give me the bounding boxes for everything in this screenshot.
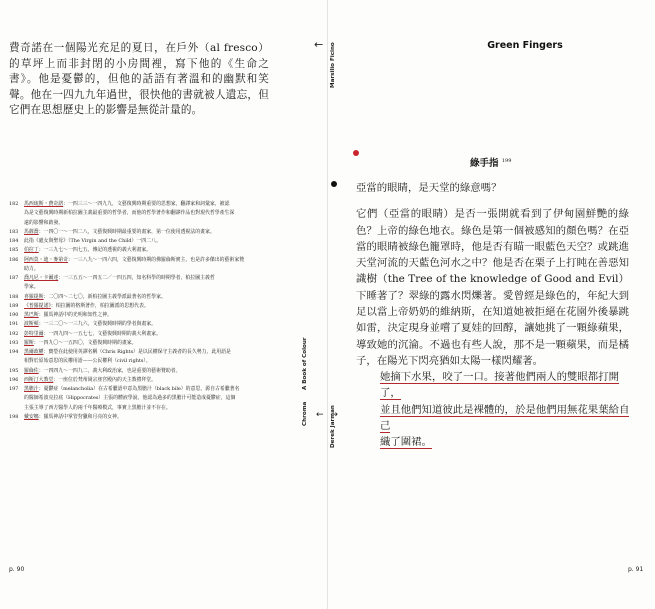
- chapter-note: 199: [501, 157, 512, 164]
- footnote-row: [9, 367, 271, 376]
- footnote-text: ：一四三三～一四九九，文藝復興時期重要的思想家，翻譯家和詞彙家，被認: [63, 201, 230, 207]
- footnote-term: 《普羅提諾》: [24, 302, 51, 309]
- running-head: Green Fingers: [487, 40, 563, 51]
- genesis-quote: [380, 369, 632, 450]
- red-dot-icon: [353, 150, 359, 156]
- footnote-body: [24, 320, 271, 329]
- footnote-body: [24, 228, 271, 237]
- back-arrow-icon[interactable]: ←: [314, 38, 324, 51]
- footnote-body: [24, 357, 271, 366]
- footnote-text: ：羅馬神話中掌管狩獵和月亮的女神。: [38, 413, 122, 420]
- footnote-text: ：柏拉圖的格斯著作，柏拉圖派的思想代表。: [50, 302, 149, 309]
- footnote-body: [24, 330, 271, 339]
- footnote-body: [24, 302, 271, 311]
- footnote-term: 黑爾政權: [24, 349, 44, 355]
- footnote-number: 182: [9, 201, 19, 207]
- footnote-body: [24, 237, 271, 246]
- footnote-number: 190: [9, 312, 19, 318]
- footnote-number: 193: [9, 339, 19, 346]
- footnote-number: 192: [9, 330, 19, 337]
- footnote-body: [24, 404, 271, 413]
- footnote-body: [24, 246, 271, 255]
- footnote-number: [9, 357, 24, 366]
- footnote-row: [9, 246, 271, 255]
- footnote-body: [24, 219, 271, 228]
- spine-title: Chroma: [302, 401, 308, 426]
- footnote-number: 184: [9, 238, 19, 244]
- footnote-body: [24, 376, 271, 385]
- left-page-number: p. 90: [9, 566, 25, 573]
- footnote-row: [9, 394, 271, 403]
- footnote-term: 馬西琉斯・費奇諾: [24, 201, 64, 207]
- footnote-row: [9, 330, 271, 339]
- right-page-number: p. 91: [628, 566, 644, 573]
- footnote-body: [24, 274, 271, 283]
- footnote-row: [9, 357, 271, 366]
- footnote-number: [9, 219, 24, 228]
- footnote-row: [9, 302, 271, 311]
- footnote-row: [9, 376, 271, 385]
- footnote-term: 伯拉丁: [24, 247, 39, 254]
- footnote-text: ：一座位於梵蒂岡宗座宮殿內的天主教禮拜堂。: [53, 376, 157, 383]
- footnote-row: [9, 404, 271, 413]
- footnote-number: 186: [9, 256, 19, 263]
- chapter-title: 綠手指 $^{199}$: [470, 157, 512, 169]
- footnote-row: [9, 274, 271, 283]
- footnote-number: [9, 209, 24, 218]
- footnote-number: 194: [9, 349, 19, 355]
- footnote-row: [9, 219, 271, 228]
- footnote-term: 喜羅提斯: [24, 293, 44, 300]
- footnote-text: ：一三八九～一四六四，文藝復興時期的佛羅倫斯實主，也是許多傑出的藝術家贊: [68, 256, 245, 263]
- footnote-row: [9, 265, 271, 274]
- footnote-body: [24, 385, 271, 394]
- footnote-term: 戴安娜: [24, 413, 39, 420]
- footnote-body: [24, 283, 271, 292]
- chapter-body: [356, 180, 629, 369]
- footnote-body: [24, 209, 271, 218]
- footnote-term: 喬凡尼・卡爾達: [24, 275, 59, 281]
- footnote-text: 相對於原始意思的民權用語——公民權利（civil rights）。: [24, 358, 151, 365]
- footnote-number: 197: [9, 386, 19, 392]
- nav-arrows-icon[interactable]: ← →: [316, 410, 340, 420]
- footnote-number: 187: [9, 275, 19, 281]
- footnote-number: 191: [9, 321, 19, 328]
- footnote-body: [24, 200, 271, 209]
- footnote-term: 羅倫佐: [24, 367, 39, 374]
- footnote-number: [9, 283, 24, 292]
- footnote-body: [24, 348, 271, 357]
- footnote-body: [24, 311, 271, 320]
- footnote-text: 遠的影響和啟發。: [24, 219, 64, 226]
- footnote-row: [9, 293, 271, 302]
- footnote-row: [9, 320, 271, 329]
- footnote-text: ：一三五五～一四五二／一四五四，知名科學的時期學者，柏拉圖主義哲: [58, 275, 215, 281]
- footnote-row: [9, 256, 271, 265]
- footnotes-list: [9, 200, 271, 422]
- footnote-row: [9, 311, 271, 320]
- footnote-term: 西斯汀大教堂: [24, 376, 54, 383]
- footnote-term: 阿西莫・迪・麥第奇: [24, 256, 69, 263]
- quote-line-2: 並且他們知道彼此是裸體的，於是他們用無花果葉給自己: [380, 403, 630, 432]
- footnote-number: 183: [9, 228, 19, 235]
- footnote-text: 為是文藝復興時期新柏拉圖主義最重要的哲學者，而他的哲學著作和翻譯作品也對現代哲學產生深: [24, 210, 235, 217]
- footnote-term: 彭特里爾: [24, 330, 44, 337]
- footnote-body: [24, 394, 271, 403]
- footnote-text: ：一三九七～一四七五，傳記的透視的義大利畫家。: [38, 247, 152, 254]
- footnote-row: [9, 283, 271, 292]
- footnote-body: [24, 293, 271, 302]
- footnote-number: 188: [9, 293, 19, 300]
- footnote-row: [9, 200, 271, 209]
- footnote-number: 198: [9, 413, 19, 420]
- footnote-row: [9, 209, 271, 218]
- footnote-row: [9, 339, 271, 348]
- footnote-body: [24, 413, 271, 422]
- chapter-paragraph: 它們（亞當的眼睛）是否一張開就看到了伊甸園鮮艷的綠色？上帝的綠色地衣。綠色是第一個被感知的顏色嗎？在亞當的眼睛被綠色籠罩時，他是否有瞄一眼藍色天空？或跳進天堂河流的天藍色河水之中？他是否在栗子上打盹在善惡知識樹（the Tree of the knowledge of Good and Evil）下睡著了？翠綠的露水閃爍著。愛曾經是綠色的，年紀大到足以當上帝奶奶的維納斯，在知道她被拒絕在花園外後暴跳如雷，決定現身並嚐了夏娃的回醇，讓她挑了一顆綠蘋果，導致她的沉淪。不過也有些人說，那不是一顆蘋果，而是橘子，在陽光下閃亮猶如太陽一樣閃耀著。: [356, 208, 629, 367]
- footnote-row: [9, 348, 271, 357]
- footnote-term: 黑巴斯: [24, 312, 39, 318]
- footnote-row: [9, 413, 271, 422]
- footnote-text: ：一四九四～一五七七，文藝復興時期的義大利畫家。: [43, 330, 161, 337]
- black-dot-icon: [331, 181, 337, 187]
- footnote-text: ：一四〇一～一四二八，文藝復興時期最重要的畫家，第一位使用透視法的畫家。: [38, 228, 215, 235]
- footnote-number: 196: [9, 376, 19, 383]
- author-top: Marsilio Ficino: [330, 42, 336, 88]
- footnote-text: ：憂鬱症（melancholia）在古希臘語中意為黑膽汁（black bile）的意思，源自古希臘著名: [38, 386, 240, 392]
- footnote-body: [24, 339, 271, 348]
- footnote-body: [24, 265, 271, 274]
- footnote-text: ：寶瑩在此使用英譯名稱（Chris Rights）是以民權保守主義者的長久勢力，此用語是: [43, 349, 231, 355]
- footnote-number: 185: [9, 247, 19, 254]
- quote-line-1: 她摘下水果，咬了一口。接著他們兩人的雙眼都打開了，: [380, 371, 619, 400]
- left-page: [0, 0, 327, 609]
- spine-subtitle: A Book of Colour: [302, 337, 308, 390]
- footnote-text: 的醫師希波克拉底（Hippocrates）主張的體液學說，他認為過多的黑膽汁可能造成憂鬱症，這個: [24, 395, 236, 402]
- footnote-number: [9, 394, 24, 403]
- chapter-subtitle: 亞當的眼睛，是天堂的綠意嗎？: [356, 182, 502, 194]
- footnote-number: [9, 265, 24, 274]
- footnote-number: 189: [9, 302, 19, 309]
- footnote-body: [24, 367, 271, 376]
- footnote-term: 羅斯: [24, 339, 34, 346]
- footnote-term: 波斯頓: [24, 321, 39, 328]
- footnote-number: 195: [9, 367, 19, 374]
- footnote-text: 學家。: [24, 284, 39, 291]
- footnote-text: ：一四九〇～一五四〇，文藝復興時期的畫家。: [33, 339, 137, 346]
- footnote-row: [9, 237, 271, 246]
- footnote-text: ：二〇四～二七〇，新柏拉圖主義學派最著名的哲學家。: [43, 293, 166, 300]
- footnote-text: ：羅馬神話中的光明和知性之神。: [38, 312, 113, 318]
- footnote-row: [9, 385, 271, 394]
- footnote-number: [9, 404, 24, 413]
- quote-line-3: 織了圍裙。: [380, 436, 432, 449]
- footnote-row: [9, 228, 271, 237]
- footnote-text: 助力。: [24, 265, 39, 272]
- footnote-body: [24, 256, 271, 265]
- footnote-term: 馬薩喬: [24, 228, 39, 235]
- footnote-text: 此指《處女與聖母》（The Virgin and the Child）一四二八。: [24, 238, 161, 244]
- footnote-text: 主張主導了西方醫學人的兩千年醫療模式，事實上黑膽汁並不存在。: [24, 404, 171, 411]
- author-bottom: Derek Jarman: [330, 405, 336, 448]
- footnote-text: ：一四四九～一四九二，義大利政治家，也是重要的藝術贊助者。: [38, 367, 181, 374]
- footnote-term: 黑膽汁: [24, 386, 39, 392]
- intro-paragraph: 費奇諾在一個陽光充足的夏日，在戶外（al fresco）的草坪上而非封閉的小房間裡，寫下他的《生命之書》。他是憂鬱的，但他的話語有著溫和的幽默和笑聲。他在一四九九年過世，很快他的書就被人遺忘，但它們在思想歷史上的影響是無從計量的。: [9, 42, 269, 117]
- footnote-text: ：一三二〇～一三九六，文藝復興時期的學者與畫家。: [38, 321, 157, 328]
